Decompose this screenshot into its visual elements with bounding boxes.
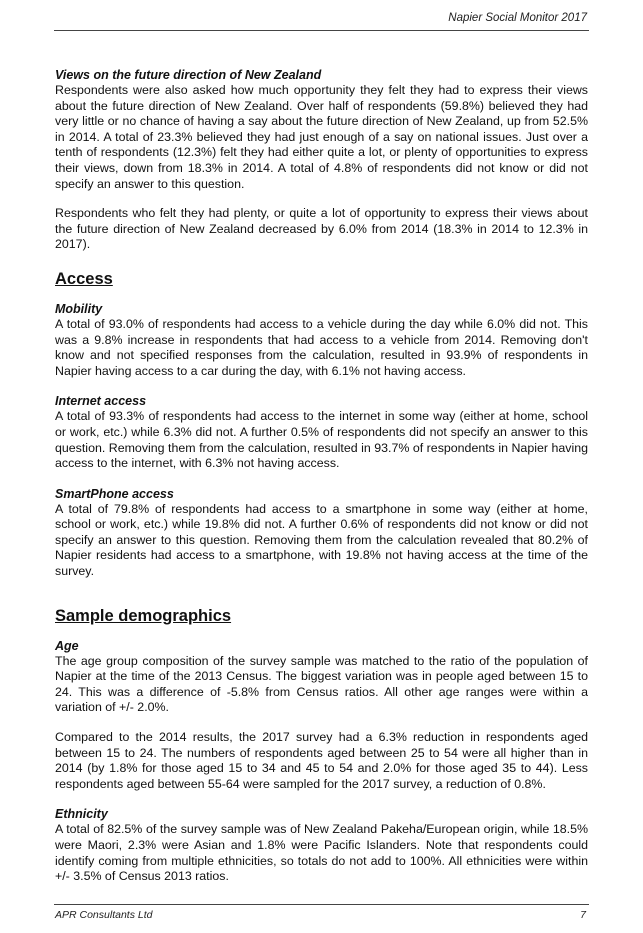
- access-section-title: Access: [55, 269, 113, 288]
- internet-paragraph: A total of 93.3% of respondents had access to the internet in some way (either at home, school or work, etc.) while 6.3% did not. A further 0.5% of respondents did not specify an answer to this question. Removing them from the calculation, resulted in 93.7% of respondents in Napier having access to the internet, with 6.3% not having access.: [55, 409, 588, 471]
- internet-heading: Internet access: [55, 394, 147, 409]
- demographics-section-title: Sample demographics: [55, 606, 232, 625]
- age-paragraph-1: The age group composition of the survey sample was matched to the ratio of the population of Napier at the time of the 2013 Census. The biggest variation was in people aged between 15 to 24. This was a difference of -5.8% from Census ratios. All other age ranges were within a variation of +/- 2.0%.: [55, 653, 588, 715]
- page-number: 7: [580, 909, 586, 921]
- age-paragraph-2: Compared to the 2014 results, the 2017 survey had a 6.3% reduction in respondents aged between 15 to 24. The numbers of respondents aged between 25 to 54 were all higher than in 2014 (by 1.8% for those aged 15 to 34 and 45 to 54 and 2.0% for those aged 35 to 44). Less respondents aged between 55-64 were sampled for the 2017 survey, a reduction of 0.8%.: [55, 730, 588, 791]
- age-heading: Age: [55, 638, 79, 653]
- mobility-heading: Mobility: [55, 301, 103, 316]
- smartphone-heading: SmartPhone access: [55, 486, 174, 501]
- footer-rule: [54, 904, 589, 905]
- views-heading: Views on the future direction of New Zealand: [55, 68, 322, 82]
- smartphone-paragraph: A total of 79.8% of respondents had access to a smartphone in some way (either at home, school or work, etc.) while 19.8% did not. A further 0.6% of respondents did not know or did not specify an answer to this question. Removing them from the calculation revealed that 80.2% of Napier residents had access to a smartphone, with 19.8% not having access at the time of the survey.: [55, 501, 588, 579]
- ethnicity-paragraph: A total of 82.5% of the survey sample was of New Zealand Pakeha/European origin, while 18.5% were Maori, 2.3% were Asian and 1.8% were Pacific Islanders. Note that respondents could identify coming from multiple ethnicities, so totals do not add to 100%. All ethnicities were within +/- 3.5% of Census 2013 ratios.: [55, 822, 588, 884]
- views-paragraph-2: Respondents who felt they had plenty, or quite a lot of opportunity to express their views about the future direction of New Zealand decreased by 6.0% from 2014 (18.3% in 2014 to 12.3% in 2017).: [55, 206, 588, 252]
- footer-company: APR Consultants Ltd: [55, 909, 153, 921]
- running-header: Napier Social Monitor 2017: [448, 12, 587, 24]
- mobility-paragraph: A total of 93.0% of respondents had access to a vehicle during the day while 6.0% did not. This was a 9.8% increase in respondents that had access to a vehicle from 2014. Removing don't know and not specified responses from the calculation, resulted in 93.9% of respondents in Napier having access to a car during the day, with 6.1% not having access.: [55, 316, 588, 378]
- views-paragraph-1: Respondents were also asked how much opportunity they felt they had to express their views about the future direction of New Zealand. Over half of respondents (59.8%) believed they had very little or no chance of having a say about the future direction of New Zealand, up from 52.5% in 2014. A total of 23.3% believed they had just enough of a say on national issues. Just over a tenth of respondents (12.3%) felt they had either quite a lot, or plenty of opportunities to express their views, down from 18.3% in 2014. A total of 4.8% of respondents did not know or did not specify an answer to this question.: [55, 83, 588, 191]
- header-rule: [54, 30, 589, 31]
- ethnicity-heading: Ethnicity: [55, 807, 108, 822]
- page-content: [55, 67, 588, 885]
